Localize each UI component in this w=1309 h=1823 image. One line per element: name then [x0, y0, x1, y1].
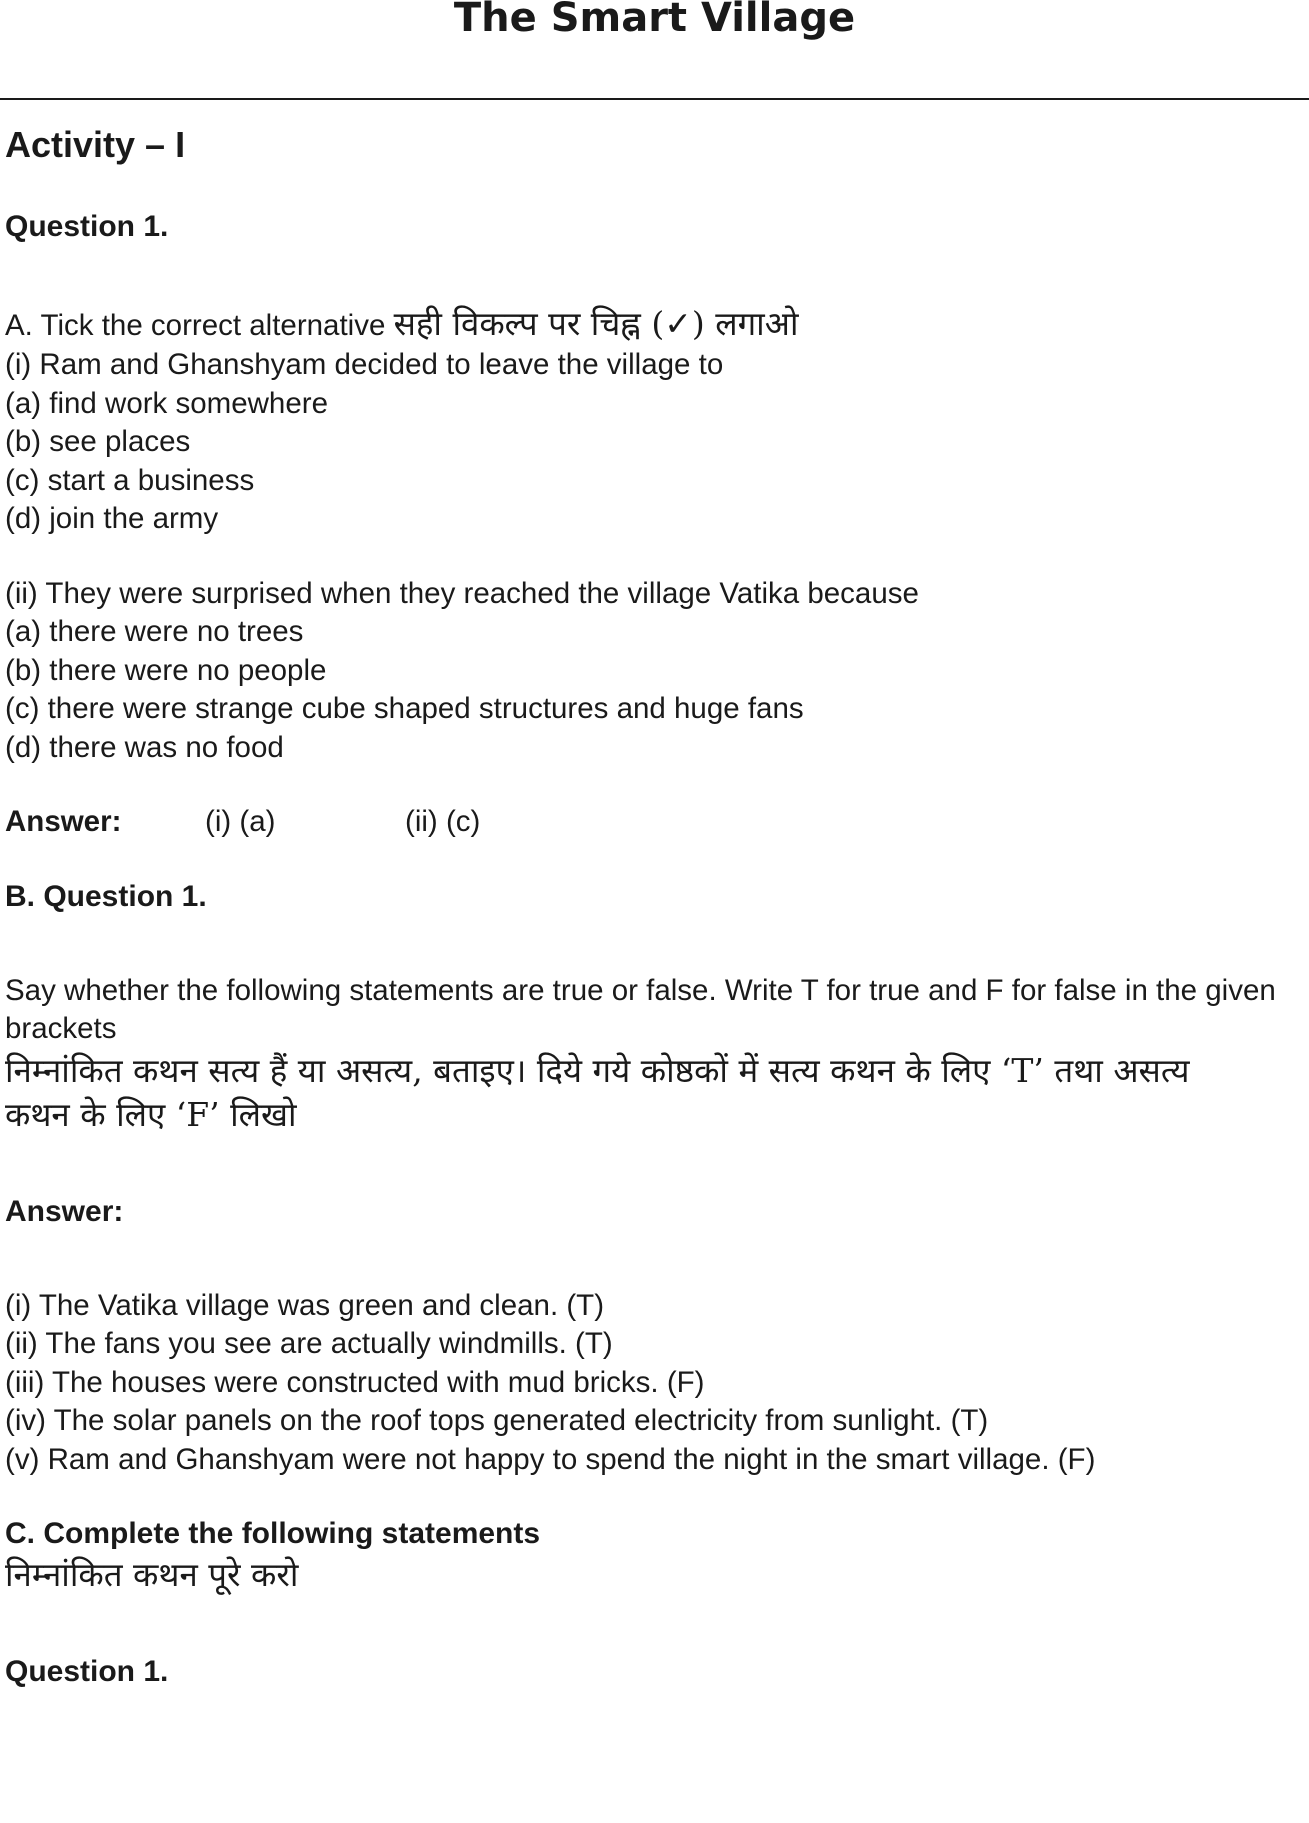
option-ii-c: (c) there were strange cube shaped structures and huge fans — [5, 692, 804, 725]
question-heading: Question 1. — [5, 210, 169, 243]
part-a — [5, 302, 1305, 842]
statement-iii: (iii) The houses were constructed with mud bricks. (F) — [5, 1365, 705, 1399]
statement-iv: (iv) The solar panels on the roof tops generated electricity from sunlight. (T) — [5, 1404, 989, 1437]
answer-label: Answer: — [5, 805, 122, 838]
activity-heading: Activity – I — [5, 124, 186, 165]
title-divider — [0, 98, 1309, 100]
answer-ii: (ii) (c) — [405, 805, 481, 838]
question-ii: (ii) They were surprised when they reached the village Vatika because — [5, 576, 919, 610]
option-i-d: (d) join the army — [5, 502, 219, 535]
part-b-heading: B. Question 1. — [5, 879, 207, 913]
option-ii-b: (b) there were no people — [5, 653, 327, 687]
page-title: The Smart Village — [453, 0, 856, 41]
option-ii-a: (a) there were no trees — [5, 615, 304, 648]
option-i-c: (c) start a business — [5, 463, 255, 497]
part-b-instruction: Say whether the following statements are true or false. Write T for true and F for false in the given brackets — [5, 973, 1276, 1045]
statement-ii: (ii) The fans you see are actually windmills. (T) — [5, 1327, 613, 1360]
part-c — [5, 1515, 1305, 1691]
option-ii-d: (d) there was no food — [5, 730, 284, 764]
part-c-instruction-hindi: निम्नांकित कथन पूरे करो — [5, 1555, 299, 1594]
question-i: (i) Ram and Ghanshyam decided to leave the village to — [5, 348, 724, 381]
part-b-answer-label: Answer: — [5, 1194, 124, 1228]
option-i-b: (b) see places — [5, 425, 191, 458]
answer-i: (i) (a) — [205, 805, 276, 838]
part-c-question-heading: Question 1. — [5, 1655, 169, 1688]
statement-i: (i) The Vatika village was green and clean. (T) — [5, 1288, 605, 1322]
part-a-instruction: A. Tick the correct alternative सही विकल्प पर चिह्न (✓) लगाओ — [5, 304, 799, 343]
part-b-instruction-hindi: निम्नांकित कथन सत्य हैं या असत्य, बताइए। दिये गये कोष्ठकों में सत्य कथन के लिए ‘T’ तथा असत्य कथन के लिए ‘F’ लिखो — [5, 1050, 1190, 1134]
part-a-instruction-hindi: सही विकल्प पर चिह्न (✓) लगाओ — [393, 304, 799, 343]
part-a-answer — [5, 803, 1305, 842]
option-i-a: (a) find work somewhere — [5, 386, 328, 420]
document-body — [5, 118, 1305, 1691]
part-b — [5, 878, 1305, 1480]
statement-v: (v) Ram and Ghanshyam were not happy to spend the night in the smart village. (F) — [5, 1442, 1096, 1476]
part-c-heading: C. Complete the following statements — [5, 1517, 541, 1550]
